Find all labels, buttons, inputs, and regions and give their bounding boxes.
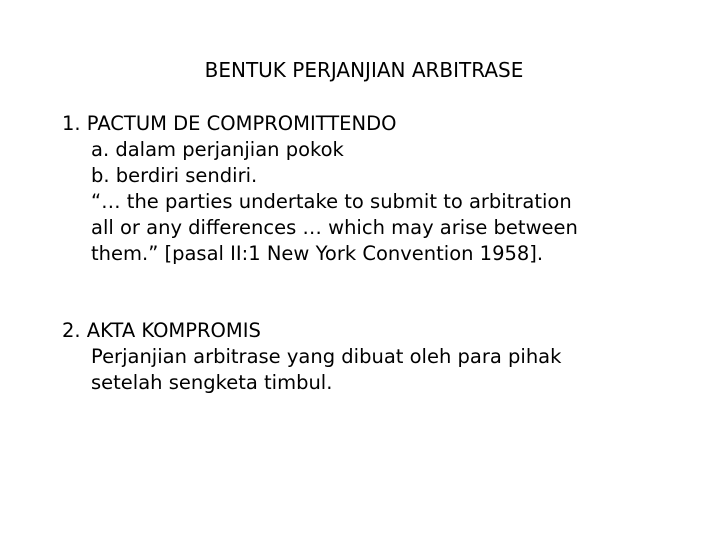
section-heading: 1. PACTUM DE COMPROMITTENDO <box>62 112 397 135</box>
quote-line: “… the parties undertake to submit to arbitration <box>91 190 572 213</box>
quote-citation-line: them.” [pasal II:1 New York Convention 1958]. <box>91 242 544 265</box>
definition-line: setelah sengketa timbul. <box>91 371 333 394</box>
quote-line: all or any differences … which may arise between <box>91 216 578 239</box>
section-akta-kompromis <box>62 318 702 396</box>
section-pactum-de-compromittendo <box>62 111 702 267</box>
list-item-a: a. dalam perjanjian pokok <box>91 138 344 161</box>
definition-line: Perjanjian arbitrase yang dibuat oleh para pihak <box>91 345 562 368</box>
slide-title: BENTUK PERJANJIAN ARBITRASE <box>204 58 524 82</box>
list-item-b: b. berdiri sendiri. <box>91 164 258 187</box>
section-heading: 2. AKTA KOMPROMIS <box>62 319 261 342</box>
